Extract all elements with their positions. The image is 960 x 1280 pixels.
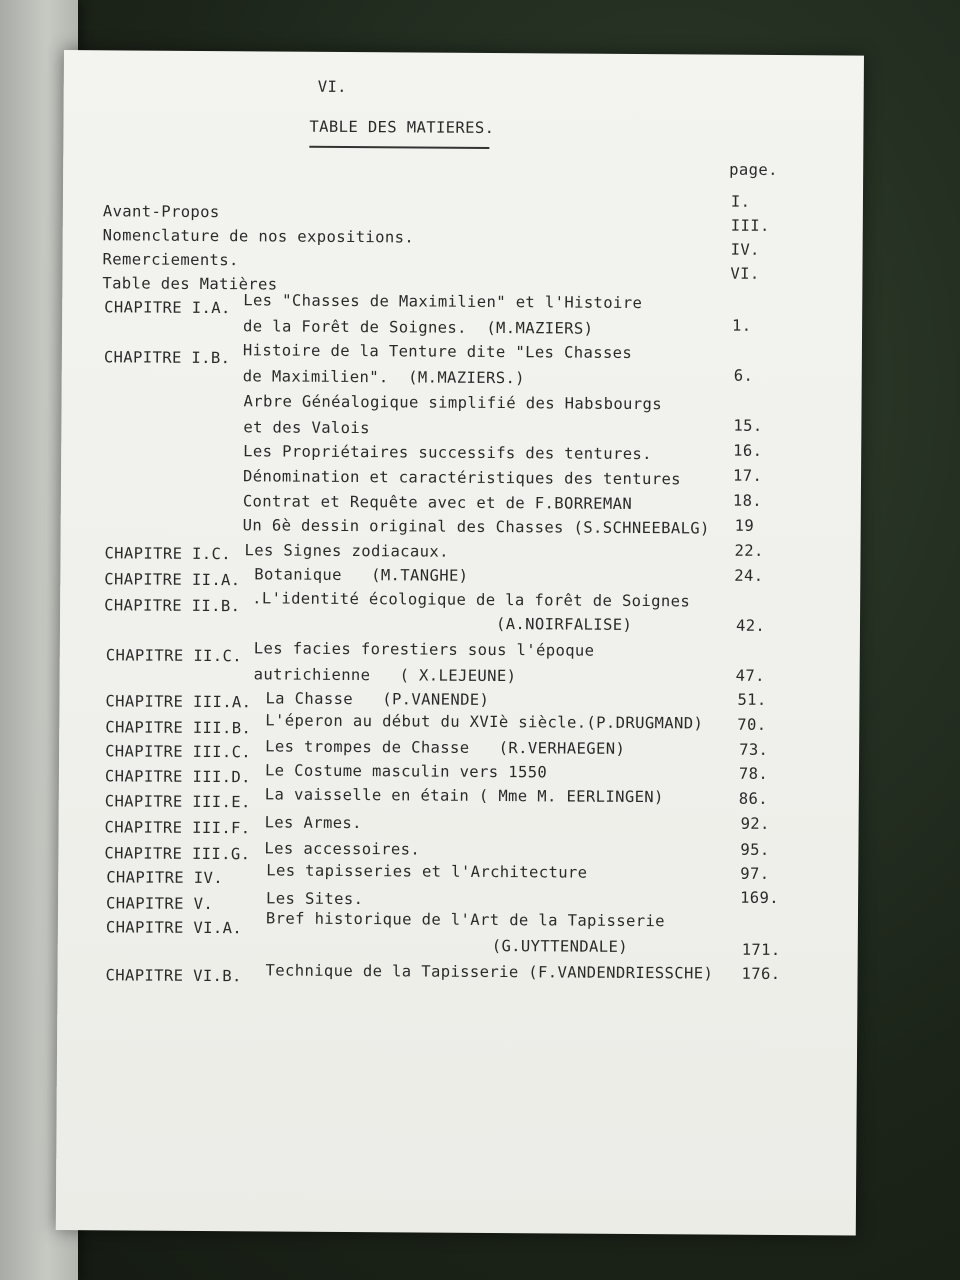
toc-page-number: 92. — [740, 814, 770, 833]
toc-page-number: 176. — [741, 964, 781, 984]
toc-chapter-label: CHAPITRE III.A. — [105, 692, 252, 712]
toc-page-number: 78. — [738, 764, 769, 783]
toc-chapter-label: CHAPITRE I.B. — [103, 348, 231, 368]
toc-chapter-label: CHAPITRE III.F. — [104, 818, 251, 838]
toc-entry-title: Les accessoires. — [264, 839, 421, 859]
toc-chapter-label: CHAPITRE I.C. — [104, 544, 232, 564]
toc-entry-title: Les Propriétaires successifs des tentures. — [243, 442, 653, 464]
toc-entry-title: Les tapisseries et l'Architecture — [266, 861, 588, 882]
page-title: TABLE DES MATIERES. — [309, 117, 495, 138]
toc-page-number: 70. — [737, 715, 767, 734]
toc-entry-title: Dénomination et caractéristiques des tentures — [242, 467, 682, 489]
toc-chapter-label: CHAPITRE V. — [105, 894, 214, 914]
toc-page-number: 18. — [732, 491, 763, 510]
toc-entry-title: de Maximilien". (M.MAZIERS.) — [242, 367, 526, 388]
toc-entry-title: Remerciements. — [102, 250, 239, 270]
toc-page-number: 15. — [733, 416, 763, 435]
toc-page-number: 24. — [734, 566, 764, 585]
toc-chapter-label: CHAPITRE I.A. — [104, 298, 231, 318]
toc-chapter-label: CHAPITRE III.E. — [104, 792, 251, 812]
toc-entry-title: Contrat et Requête avec et de F.BORREMAN — [242, 492, 633, 513]
toc-page-number: 19 — [734, 516, 755, 535]
toc-entry-title: Botanique (M.TANGHE) — [254, 565, 469, 585]
toc-entry-title: Table des Matières — [102, 274, 278, 294]
toc-chapter-label: CHAPITRE II.C. — [105, 646, 243, 666]
toc-entry-title: et des Valois — [243, 418, 370, 438]
toc-entry-title: Les trompes de Chasse (R.VERHAEGEN) — [265, 737, 626, 758]
toc-page-number: 6. — [733, 366, 754, 385]
toc-entry-title: .L'identité écologique de la forêt de Soignes — [252, 589, 691, 611]
toc-chapter-label: CHAPITRE III.B. — [105, 718, 252, 738]
toc-chapter-label: CHAPITRE VI.A. — [105, 918, 243, 938]
toc-entry-title: Histoire de la Tenture dite "Les Chasses — [242, 341, 633, 362]
toc-chapter-label: CHAPITRE III.C. — [105, 742, 252, 762]
toc-page-number: 17. — [732, 466, 763, 485]
toc-chapter-label: CHAPITRE II.B. — [104, 596, 241, 616]
toc-entry-title: Arbre Généalogique simplifié des Habsbourgs — [243, 392, 663, 414]
toc-page-number: 1. — [732, 316, 752, 335]
toc-page-number: IV. — [730, 240, 760, 259]
toc-page-number: 73. — [739, 740, 769, 759]
toc-page-number: 51. — [737, 690, 767, 709]
toc-entry-title: autrichienne ( X.LEJEUNE) — [253, 665, 517, 686]
toc-entry-title: Technique de la Tapisserie (F.VANDENDRIESSCHE) — [265, 961, 714, 983]
toc-page-number: VI. — [730, 264, 760, 283]
toc-chapter-label: CHAPITRE IV. — [106, 868, 224, 888]
toc-entry-title: (A.NOIRFALISE) — [495, 615, 633, 634]
toc-entry-title: Un 6è dessin original des Chasses (S.SCHNEEBALG) — [242, 516, 710, 538]
toc-entry-title: Les Armes. — [264, 813, 363, 833]
toc-chapter-label: CHAPITRE II.A. — [104, 570, 241, 590]
toc-page-number: 169. — [740, 888, 780, 908]
page-number-roman: VI. — [317, 77, 348, 96]
toc-entry-title: (G.UYTTENDALE) — [491, 937, 629, 956]
toc-entry-title: de la Forêt de Soignes. (M.MAZIERS) — [243, 317, 594, 338]
toc-page-number: 171. — [741, 940, 781, 960]
toc-entry-title: Bref historique de l'Art de la Tapisserie — [265, 909, 666, 931]
toc-chapter-label: CHAPITRE III.G. — [104, 844, 251, 864]
toc-chapter-label: CHAPITRE III.D. — [104, 767, 251, 787]
toc-entry-title: Le Costume masculin vers 1550 — [264, 761, 548, 782]
toc-chapter-label: CHAPITRE VI.B. — [105, 966, 242, 986]
toc-entry-title: Avant-Propos — [102, 202, 220, 222]
toc-entry-title: Les "Chasses de Maximilien" et l'Histoire — [243, 291, 643, 313]
toc-page-number: 47. — [735, 666, 765, 685]
page-column-label: page. — [729, 160, 778, 179]
toc-page-number: 97. — [740, 864, 770, 883]
toc-entry-title: La vaisselle en étain ( Mme M. EERLINGEN) — [264, 785, 664, 807]
toc-entry-title: L'éperon au début du XVIè siècle.(P.DRUGMAND) — [265, 711, 704, 733]
document-page — [56, 50, 864, 1236]
toc-entry-title: Nomenclature de nos expositions. — [102, 226, 415, 247]
toc-page-number: 86. — [738, 789, 769, 808]
toc-page-number: I. — [730, 192, 751, 211]
toc-page-number: 95. — [740, 840, 770, 859]
toc-page-number: 22. — [734, 541, 764, 560]
toc-page-number: 42. — [735, 616, 766, 635]
toc-page-number: III. — [730, 216, 770, 235]
toc-page-number: 16. — [733, 441, 763, 460]
toc-entry-title: Les Sites. — [266, 889, 364, 909]
toc-entry-title: Les Signes zodiacaux. — [244, 541, 449, 561]
title-underline — [309, 146, 489, 149]
toc-entry-title: La Chasse (P.VANENDE) — [265, 689, 490, 709]
toc-entry-title: Les facies forestiers sous l'époque — [253, 639, 595, 660]
